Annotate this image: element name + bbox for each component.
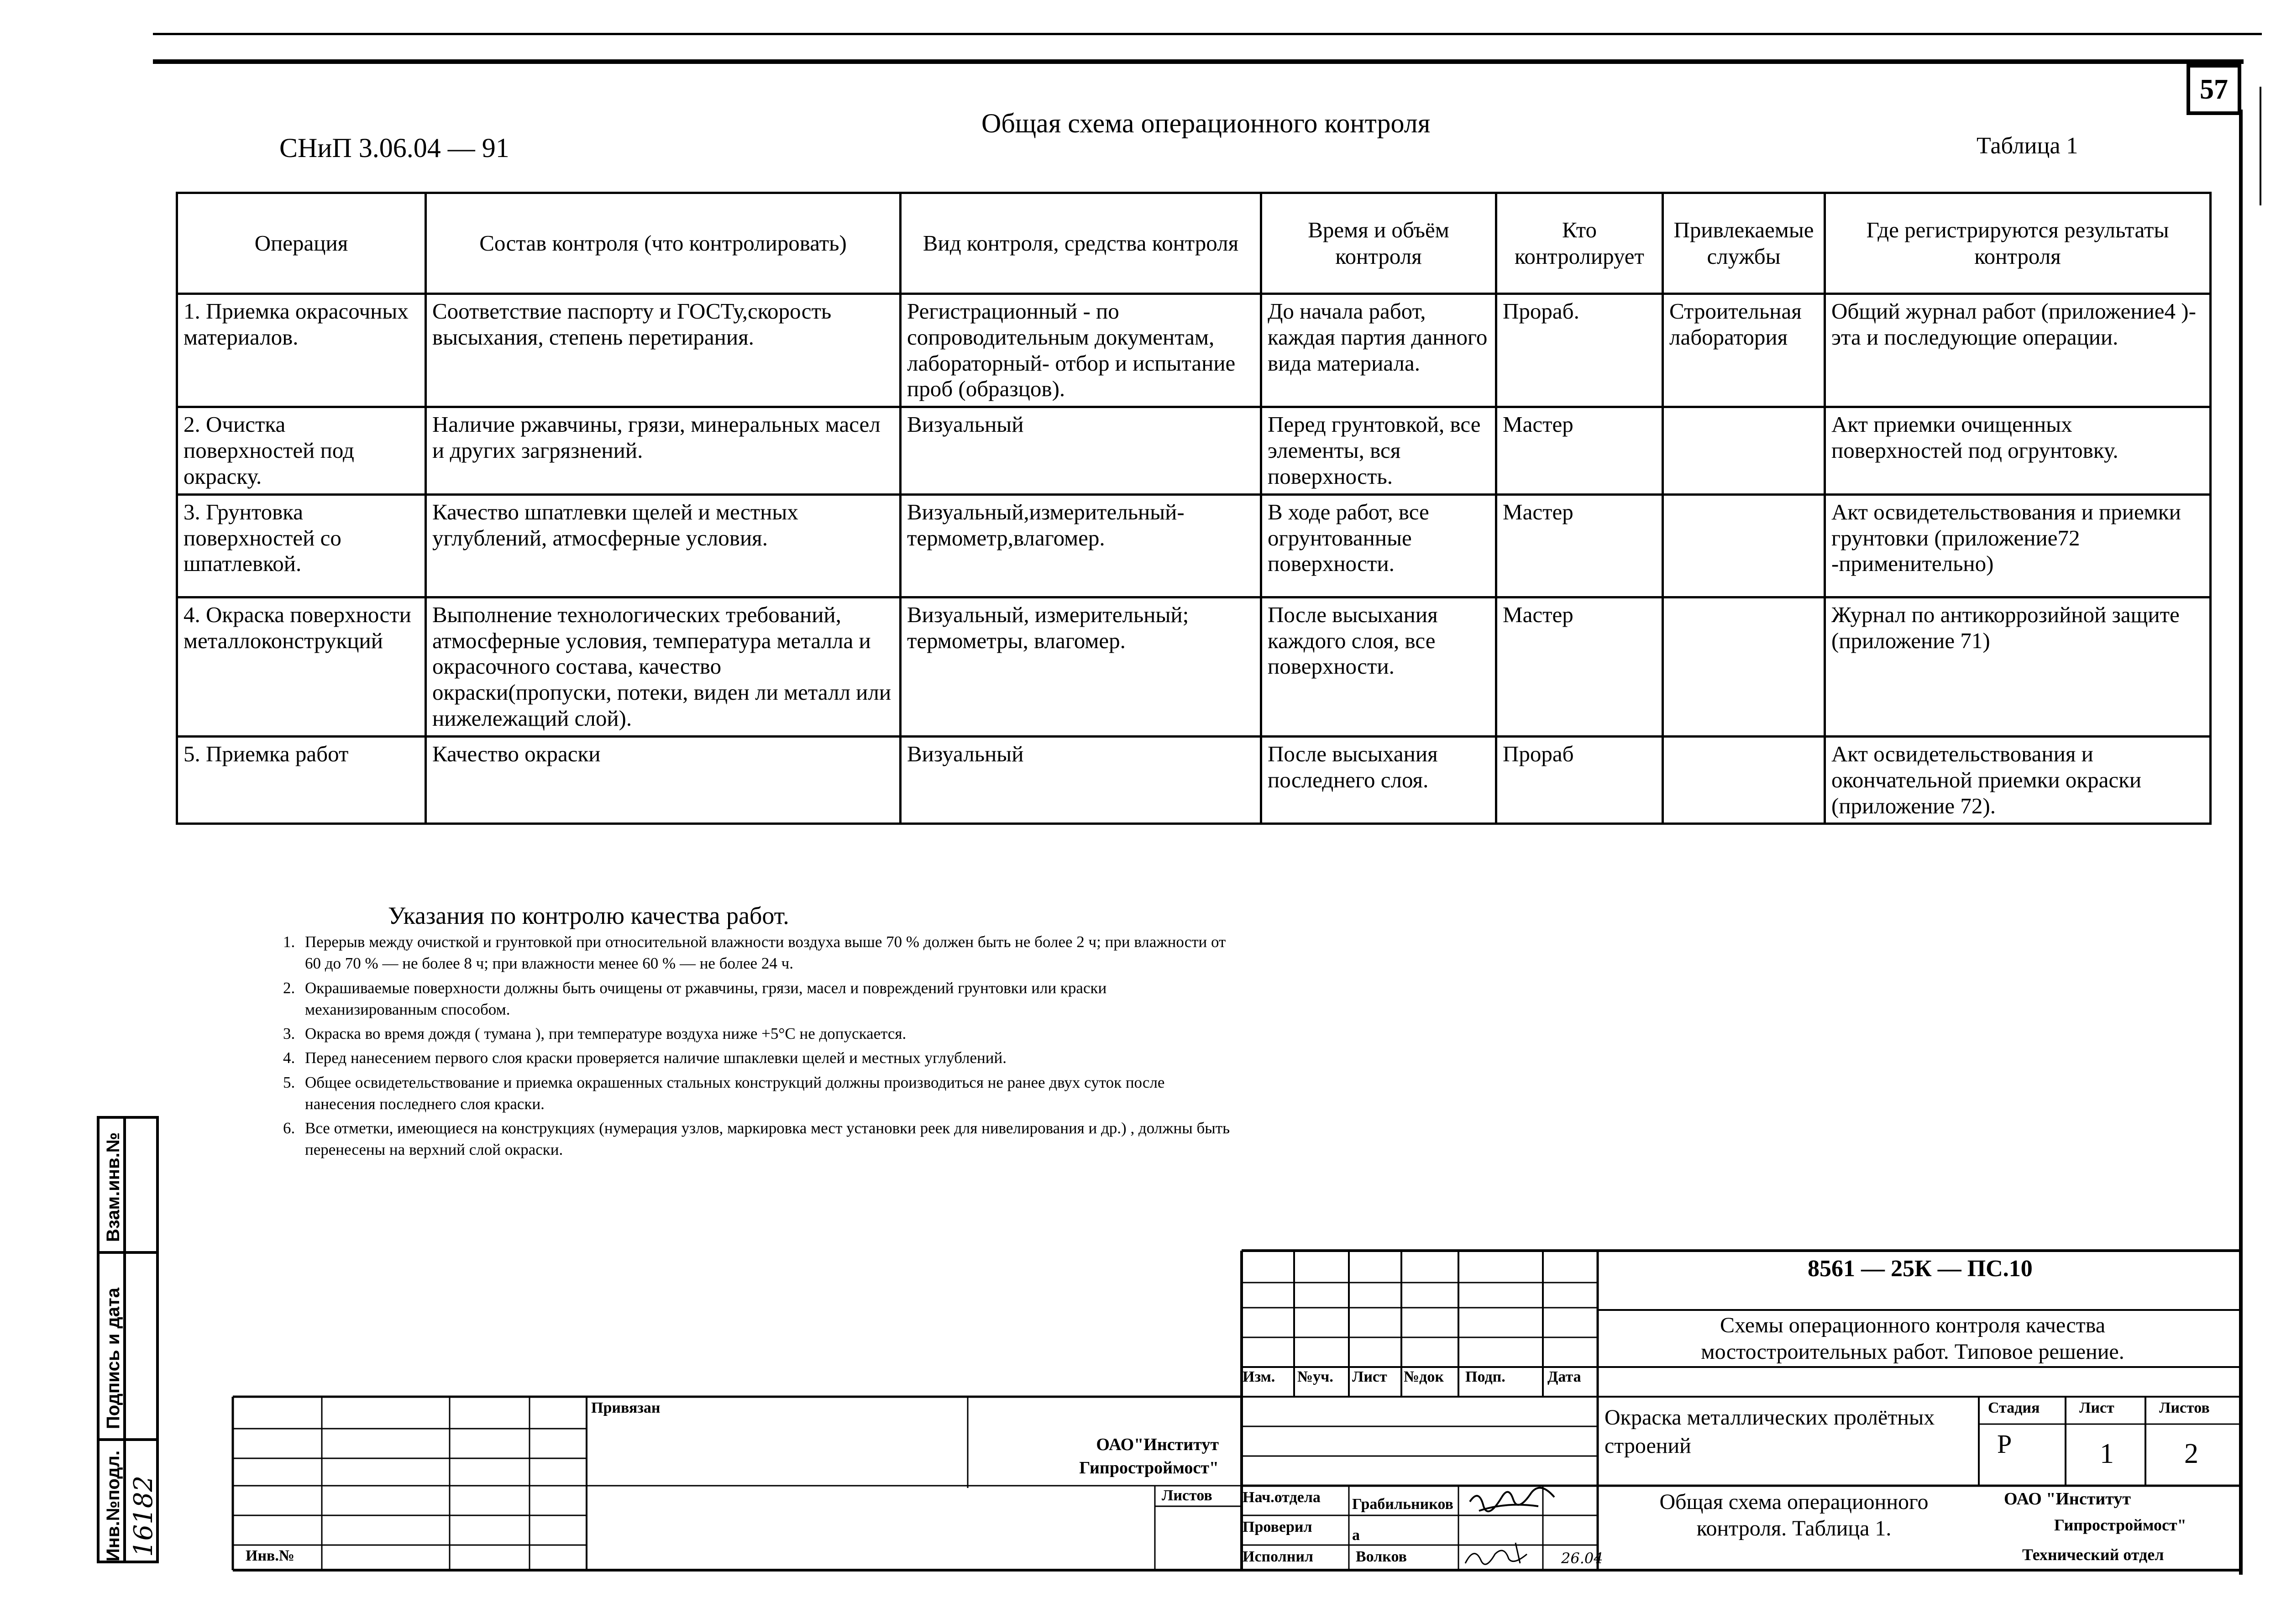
- note-number: 2.: [283, 979, 295, 997]
- note-text: Окрашиваемые поверхности должны быть очищены от ржавчины, грязи, масел и повреждений грунтовки или краски механизированным способом.: [305, 979, 1107, 1018]
- note-text: Перед нанесением первого слоя краски проверяется наличие шпаклевки щелей и местных углублений.: [305, 1049, 1007, 1067]
- table-cell: Визуальный: [901, 407, 1261, 494]
- note-number: 5.: [283, 1073, 295, 1091]
- table-cell: Соответствие паспорту и ГОСТу,скорость высыхания, степень перетирания.: [426, 294, 901, 407]
- note-number: 4.: [283, 1049, 295, 1067]
- tb-description: Схемы операционного контроля качества мостостроительных работ. Типовое решение.: [1701, 1313, 2124, 1364]
- tb-rev-podp: Подп.: [1465, 1368, 1505, 1385]
- table-cell: 3. Грунтовка поверхностей со шпатлевкой.: [177, 494, 426, 597]
- col-header: Где регистрируются результаты контроля: [1825, 193, 2211, 294]
- table-cell: Журнал по антикоррозийной защите (приложение 71): [1825, 597, 2211, 736]
- tb-rev-ndok: №док: [1404, 1368, 1444, 1385]
- tb-sheets-value: 2: [2184, 1438, 2198, 1469]
- table-cell: Акт освидетельствования и приемки грунтовки (приложение72 -применительно): [1825, 494, 2211, 597]
- note-text: Общее освидетельствование и приемка окрашенных стальных конструкций должны производиться не ранее двух суток после нанесения последнего слоя краски.: [305, 1073, 1165, 1113]
- table-cell: 1. Приемка окрасочных материалов.: [177, 294, 426, 407]
- tb-name-nach: Грабильникова: [1352, 1496, 1453, 1544]
- table-label: Таблица 1: [1977, 133, 2078, 159]
- tb-sheet-label: Лист: [2079, 1399, 2114, 1416]
- tb-sign-date: 26.04: [1561, 1550, 1603, 1567]
- col-header: Вид контроля, средства контроля: [901, 193, 1261, 294]
- note-number: 1.: [283, 933, 295, 951]
- page-number: 57: [2187, 64, 2241, 115]
- tb-code: 8561 — 25К — ПС.10: [1808, 1256, 2033, 1282]
- table-cell: Перед грунтовкой, все элементы, вся поверхность.: [1261, 407, 1496, 494]
- tb-org-left: ОАО"Институт Гипростроймост": [1079, 1435, 1219, 1478]
- tb-role-proveril: Проверил: [1243, 1519, 1312, 1535]
- col-header: Время и объём контроля: [1261, 193, 1496, 294]
- table-cell: Акт приемки очищенных поверхностей под огрунтовку.: [1825, 407, 2211, 494]
- table-cell: Мастер: [1496, 597, 1663, 736]
- tb-org-right-1: ОАО "Институт: [2004, 1489, 2131, 1509]
- table-cell: Выполнение технологических требований, атмосферные условия, температура металла и окрасочного состава, качество окраски(пропуски, потеки, виден ли металл или нижележащий слой).: [426, 597, 901, 736]
- table-cell: Наличие ржавчины, грязи, минеральных масел и других загрязнений.: [426, 407, 901, 494]
- tb-rev-nuch: №уч.: [1297, 1368, 1333, 1385]
- stamp-inv-value: 16182: [129, 1475, 158, 1557]
- tb-rev-list: Лист: [1352, 1368, 1387, 1385]
- table-cell: Визуальный: [901, 736, 1261, 823]
- table-cell: В ходе работ, все огрунтованные поверхности.: [1261, 494, 1496, 597]
- tb-sheets-label: Листов: [2159, 1399, 2210, 1416]
- tb-privyazan: Привязан: [591, 1399, 661, 1416]
- stamp-inv-podl: Инв.№подл.: [103, 1450, 123, 1561]
- table-cell: Качество шпатлевки щелей и местных углублений, атмосферные условия.: [426, 494, 901, 597]
- col-header: Привлекаемые службы: [1663, 193, 1825, 294]
- tb-sheet-value: 1: [2100, 1438, 2114, 1469]
- tb-name-ispolnil: Волков: [1356, 1548, 1407, 1565]
- table-cell: Визуальный,измерительный-термометр,влагомер.: [901, 494, 1261, 597]
- doc-code: СНиП 3.06.04 — 91: [279, 133, 509, 163]
- note-number: 6.: [283, 1119, 295, 1137]
- tb-stage-value: Р: [1997, 1429, 2012, 1459]
- tb-org-right-2: Гипростроймост": [2054, 1516, 2187, 1534]
- stamp-podpis-data: Подпись и дата: [103, 1288, 123, 1429]
- table-cell: 4. Окраска поверхности металлоконструкций: [177, 597, 426, 736]
- notes-title: Указания по контролю качества работ.: [388, 902, 789, 929]
- table-cell: Акт освидетельствования и окончательной приемки окраски (приложение 72).: [1825, 736, 2211, 823]
- tb-org-right-3: Технический отдел: [2022, 1545, 2164, 1564]
- table-cell: Мастер: [1496, 494, 1663, 597]
- note-text: Все отметки, имеющиеся на конструкциях (нумерация узлов, маркировка мест установки реек для нивелирования и др.) , должны быть перенесены на верхний слой окраски.: [305, 1119, 1230, 1159]
- table-cell: 5. Приемка работ: [177, 736, 426, 823]
- tb-inv-label: Инв.№: [246, 1547, 295, 1564]
- note-text: Перерыв между очисткой и грунтовкой при относительной влажности воздуха выше 70 % должен быть не более 2 ч; при влажности от 60 до 70 % — не более 8 ч; при влажности менее 60 % — не более 24 ч.: [305, 933, 1226, 973]
- col-header: Состав контроля (что контролировать): [426, 193, 901, 294]
- col-header: Кто контролирует: [1496, 193, 1663, 294]
- note-text: Окраска во время дождя ( тумана ), при температуре воздуха ниже +5°С не допускается.: [305, 1025, 907, 1043]
- table-cell: Прораб.: [1496, 294, 1663, 407]
- tb-rev-data: Дата: [1547, 1368, 1581, 1385]
- note-number: 3.: [283, 1025, 295, 1043]
- tb-section-title: Окраска металлических пролётных строений: [1605, 1405, 1935, 1458]
- table-cell: Общий журнал работ (приложение4 )- эта и последующие операции.: [1825, 294, 2211, 407]
- page-title: Общая схема операционного контроля: [981, 108, 1431, 138]
- table-cell: Визуальный, измерительный; термометры, влагомер.: [901, 597, 1261, 736]
- table-cell: Мастер: [1496, 407, 1663, 494]
- table-cell: Регистрационный - по сопроводительным документам, лабораторный- отбор и испытание проб (образцов).: [901, 294, 1261, 407]
- table-cell: До начала работ, каждая партия данного вида материала.: [1261, 294, 1496, 407]
- tb-role-ispolnil: Исполнил: [1243, 1548, 1314, 1565]
- tb-role-nach: Нач.отдела: [1243, 1489, 1321, 1506]
- tb-sheet-title: Общая схема операционного контроля. Таблица 1.: [1659, 1490, 1929, 1540]
- table-cell: Прораб: [1496, 736, 1663, 823]
- table-cell: 2. Очистка поверхностей под окраску.: [177, 407, 426, 494]
- table-cell: После высыхания последнего слоя.: [1261, 736, 1496, 823]
- tb-stage-label: Стадия: [1988, 1399, 2040, 1416]
- table-cell: После высыхания каждого слоя, все поверхности.: [1261, 597, 1496, 736]
- tb-listov-left: Листов: [1162, 1487, 1212, 1504]
- table-cell: Строительная лаборатория: [1663, 294, 1825, 407]
- stamp-vzam-inv: Взам.инв.№: [103, 1132, 123, 1242]
- col-header: Операция: [177, 193, 426, 294]
- table-cell: Качество окраски: [426, 736, 901, 823]
- tb-rev-izm: Изм.: [1243, 1368, 1275, 1385]
